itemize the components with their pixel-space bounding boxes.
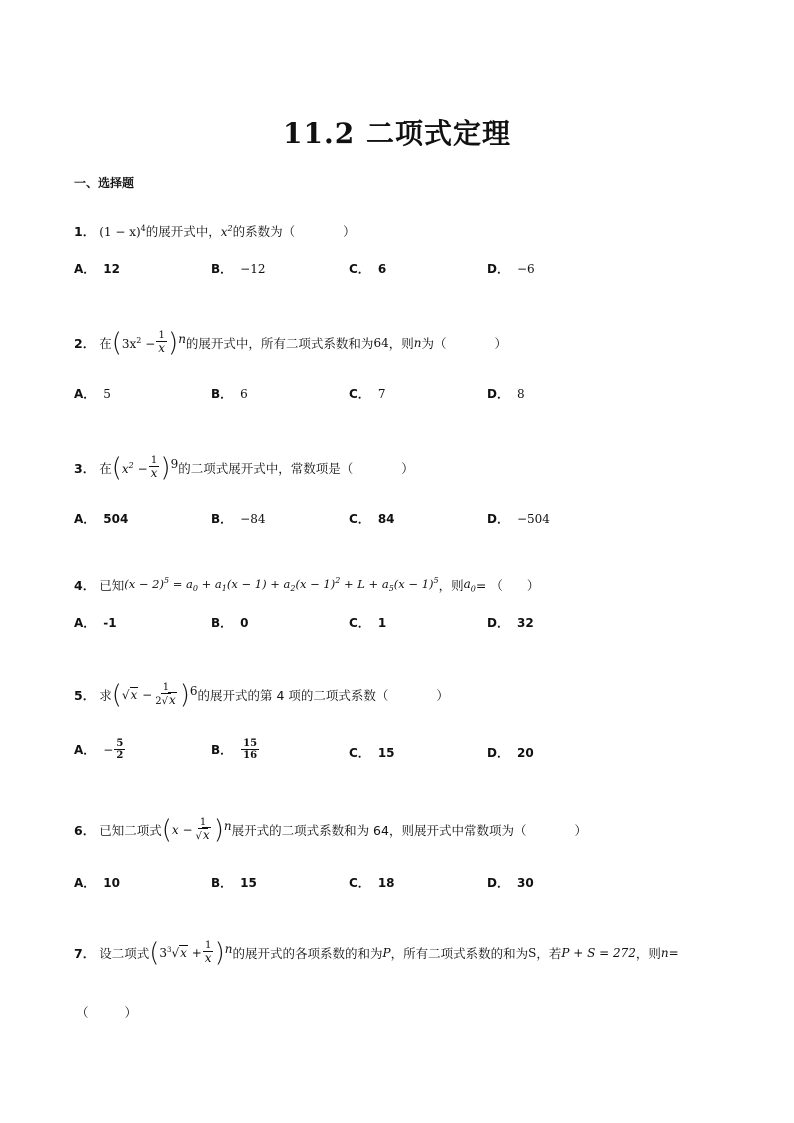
- section-heading: 一、选择题: [74, 176, 135, 190]
- question-3: [74, 455, 414, 481]
- math-variable: $x^2$: [220, 223, 233, 239]
- fraction: $\frac{1}{x}$: [204, 940, 212, 966]
- exponent: n: [223, 819, 232, 833]
- math-term: $x^2$ −: [121, 460, 148, 476]
- question-text: 的展开式的第 4 项的二项式系数（: [197, 688, 389, 703]
- question-text: ，则: [438, 578, 464, 593]
- option-b: B． −84: [211, 511, 266, 526]
- left-paren: (: [149, 938, 160, 968]
- math-value: 64: [373, 336, 389, 350]
- math-term: $3x^2$ −: [121, 335, 156, 351]
- open-paren: （: [76, 1005, 89, 1020]
- option-c: C． 18: [349, 875, 395, 890]
- close-paren: ）: [494, 336, 507, 351]
- exponent: 9: [170, 457, 179, 471]
- close-paren: ）: [343, 224, 356, 239]
- right-paren: ): [160, 453, 171, 483]
- math-variable: S: [528, 946, 537, 960]
- exponent: n: [224, 942, 233, 956]
- fraction: $\frac{1}{√x}$: [195, 817, 210, 843]
- question-number: 7．: [74, 946, 96, 961]
- option-a: A． 5: [74, 386, 111, 401]
- option-c: C． 7: [349, 386, 386, 401]
- option-d: D． 30: [487, 875, 534, 890]
- option-b: B． 0: [211, 615, 249, 630]
- right-paren: ): [179, 680, 190, 710]
- option-c: C． 6: [349, 261, 387, 276]
- option-a: A． 504: [74, 511, 129, 526]
- left-paren: (: [161, 815, 172, 845]
- question-text: 的二项式展开式中，常数项是（: [178, 461, 354, 476]
- close-paren: ）: [401, 461, 414, 476]
- math-variable: n: [660, 946, 669, 960]
- question-text: 设二项式: [99, 946, 150, 961]
- question-text: ，则: [635, 946, 661, 961]
- math-variable: $a_0$: [463, 576, 476, 594]
- question-text: 已知二项式: [99, 823, 162, 838]
- fraction: $\frac{1}{x}$: [158, 330, 166, 356]
- math-variable: P: [382, 946, 391, 960]
- math-expression: $(1 - x)^4$: [99, 223, 146, 239]
- question-text: 的展开式的各项系数的和为: [232, 946, 383, 961]
- option-c: C． 1: [349, 615, 387, 630]
- question-text: 在: [99, 461, 112, 476]
- option-c: C． 84: [349, 511, 395, 526]
- question-text: = （: [475, 578, 503, 593]
- question-text: 的展开式中，所有二项式系数和为: [185, 336, 374, 351]
- question-4: [74, 576, 539, 594]
- question-text: ，则: [388, 336, 414, 351]
- option-d: D． 20: [487, 745, 534, 760]
- question-number: 4．: [74, 578, 96, 593]
- question-text: 在: [99, 336, 112, 351]
- math-equation: $(x - 2)^5 = a_0 + a_1(x - 1) + a_2(x - 1)^2 + L + a_5(x - 1)^5$: [124, 576, 439, 594]
- close-paren: ）: [124, 1005, 138, 1020]
- option-a: A． − $\frac{5}{2}$: [74, 738, 124, 761]
- question-text: 求: [99, 688, 112, 703]
- fraction: $\frac{1}{2√x}$: [155, 682, 176, 708]
- exponent: n: [178, 332, 186, 346]
- math-equation: P + S = 272: [561, 946, 636, 960]
- right-paren: ): [214, 938, 225, 968]
- close-paren: ）: [526, 578, 540, 593]
- option-b: B． $\frac{15}{16}$: [211, 738, 258, 761]
- math-equals: =: [668, 946, 679, 960]
- left-paren: (: [111, 680, 122, 710]
- question-text: ，若: [536, 946, 562, 961]
- option-a: A． 12: [74, 261, 120, 276]
- option-d: D． 32: [487, 615, 534, 630]
- question-7: [74, 940, 679, 966]
- option-a: A． 10: [74, 875, 120, 890]
- close-paren: ）: [574, 823, 587, 838]
- option-b: B． 15: [211, 875, 257, 890]
- question-1: [74, 222, 356, 240]
- right-paren: ): [168, 328, 179, 358]
- question-7-answer-line: [76, 1003, 137, 1021]
- close-paren: ）: [436, 688, 449, 703]
- left-paren: (: [111, 328, 122, 358]
- math-term: √x −: [121, 688, 153, 702]
- option-b: B． −12: [211, 261, 266, 276]
- question-text: 已知: [99, 578, 125, 593]
- question-2: [74, 330, 507, 356]
- question-number: 2．: [74, 336, 96, 351]
- question-number: 3．: [74, 461, 96, 476]
- question-text: ，所有二项式系数的和为: [390, 946, 529, 961]
- question-text: 的系数为（: [232, 224, 296, 239]
- question-text: 为（: [421, 336, 447, 351]
- option-d: D． −504: [487, 511, 550, 526]
- question-number: 5．: [74, 688, 96, 703]
- question-number: 1．: [74, 224, 96, 239]
- fraction: $\frac{1}{x}$: [150, 455, 158, 481]
- math-term: x −: [171, 823, 193, 837]
- question-6: [74, 817, 587, 843]
- option-d: D． −6: [487, 261, 535, 276]
- question-5: [74, 682, 449, 708]
- question-text: 的展开式中，: [145, 224, 221, 239]
- right-paren: ): [213, 815, 224, 845]
- option-a: A． -1: [74, 615, 117, 630]
- question-text: 展开式的二项式系数和为 64，则展开式中常数项为（: [231, 823, 527, 838]
- left-paren: (: [111, 453, 122, 483]
- page-title: 11.2 二项式定理: [283, 117, 511, 150]
- exponent: 6: [189, 684, 198, 698]
- math-variable: n: [413, 336, 422, 350]
- math-term: $3^3√x$ +: [159, 946, 202, 960]
- option-d: D． 8: [487, 386, 525, 401]
- option-c: C． 15: [349, 745, 395, 760]
- question-number: 6．: [74, 823, 96, 838]
- option-b: B． 6: [211, 386, 248, 401]
